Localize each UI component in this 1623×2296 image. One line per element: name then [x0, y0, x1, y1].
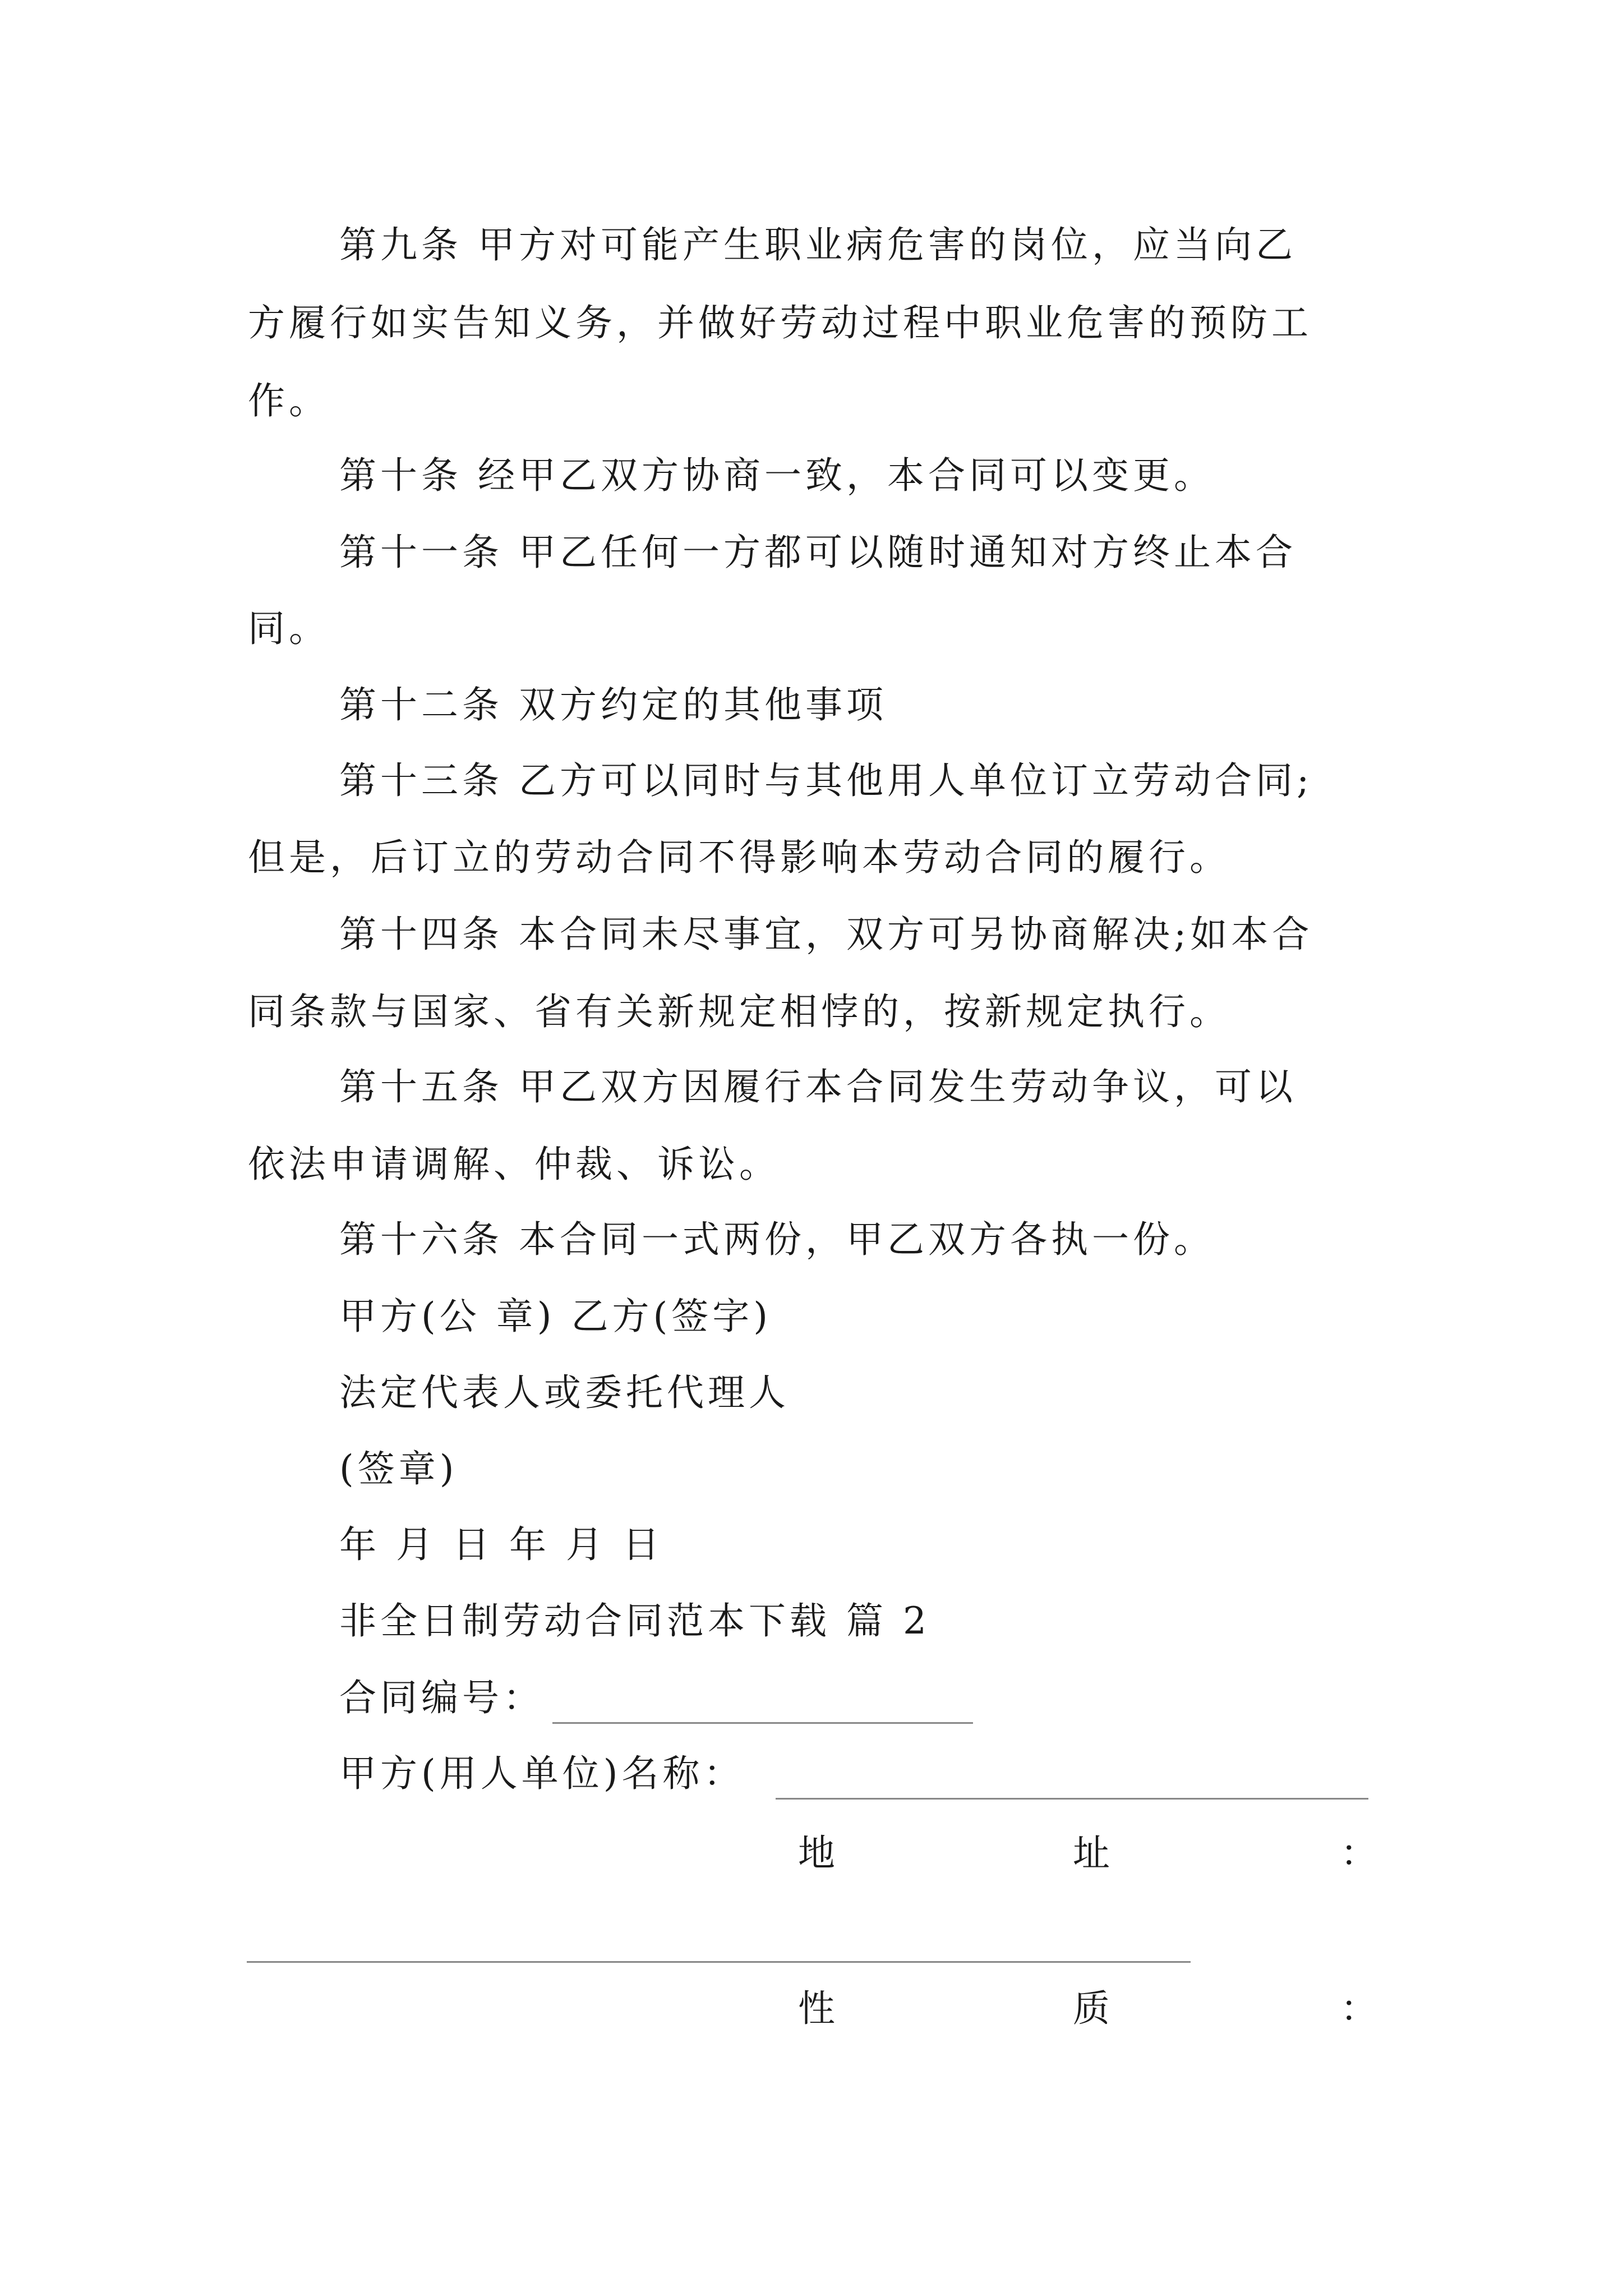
nature-label-char-1: 性 — [798, 1987, 839, 2030]
article-11-line-1: 第十一条 甲乙任何一方都可以随时通知对方终止本合 — [339, 531, 1297, 574]
party-a-name-label: 甲方(用人单位)名称： — [339, 1752, 745, 1795]
party-a-name-blank — [776, 1798, 1368, 1800]
article-9-line-1: 第九条 甲方对可能产生职业病危害的岗位，应当向乙 — [339, 223, 1297, 266]
nature-label-char-2: 质 — [1073, 1987, 1114, 2030]
article-9-line-2: 方履行如实告知义务，并做好劳动过程中职业危害的预防工 — [248, 301, 1312, 344]
address-label-colon: ： — [1340, 1832, 1381, 1875]
article-16: 第十六条 本合同一式两份，甲乙双方各执一份。 — [339, 1218, 1215, 1261]
section-2-title: 非全日制劳动合同范本下载 篇 2 — [339, 1599, 930, 1642]
signature-representative: 法定代表人或委托代理人 — [339, 1371, 790, 1414]
article-15-line-2: 依法申请调解、仲裁、诉讼。 — [248, 1143, 780, 1186]
article-12: 第十二条 双方约定的其他事项 — [339, 683, 887, 726]
article-13-line-2: 但是，后订立的劳动合同不得影响本劳动合同的履行。 — [248, 836, 1230, 879]
signature-date: 年 月 日 年 月 日 — [339, 1523, 663, 1566]
article-13-line-1: 第十三条 乙方可以同时与其他用人单位订立劳动合同; — [339, 759, 1313, 802]
contract-number-blank — [552, 1722, 973, 1724]
address-label-char-1: 地 — [798, 1832, 839, 1875]
signature-parties: 甲方(公 章) 乙方(签字) — [339, 1295, 772, 1338]
article-10: 第十条 经甲乙双方协商一致，本合同可以变更。 — [339, 454, 1215, 497]
address-blank — [247, 1961, 1191, 1963]
signature-seal: (签章) — [339, 1447, 458, 1490]
nature-label-colon: ： — [1340, 1987, 1381, 2030]
contract-number-label: 合同编号： — [339, 1676, 544, 1719]
article-15-line-1: 第十五条 甲乙双方因履行本合同发生劳动争议，可以 — [339, 1065, 1297, 1108]
address-label-char-2: 址 — [1073, 1832, 1114, 1875]
article-14-line-2: 同条款与国家、省有关新规定相悖的，按新规定执行。 — [248, 990, 1230, 1033]
article-9-line-3: 作。 — [248, 379, 330, 422]
article-14-line-1: 第十四条 本合同未尽事宜，双方可另协商解决;如本合 — [339, 913, 1313, 956]
article-11-line-2: 同。 — [248, 607, 330, 650]
